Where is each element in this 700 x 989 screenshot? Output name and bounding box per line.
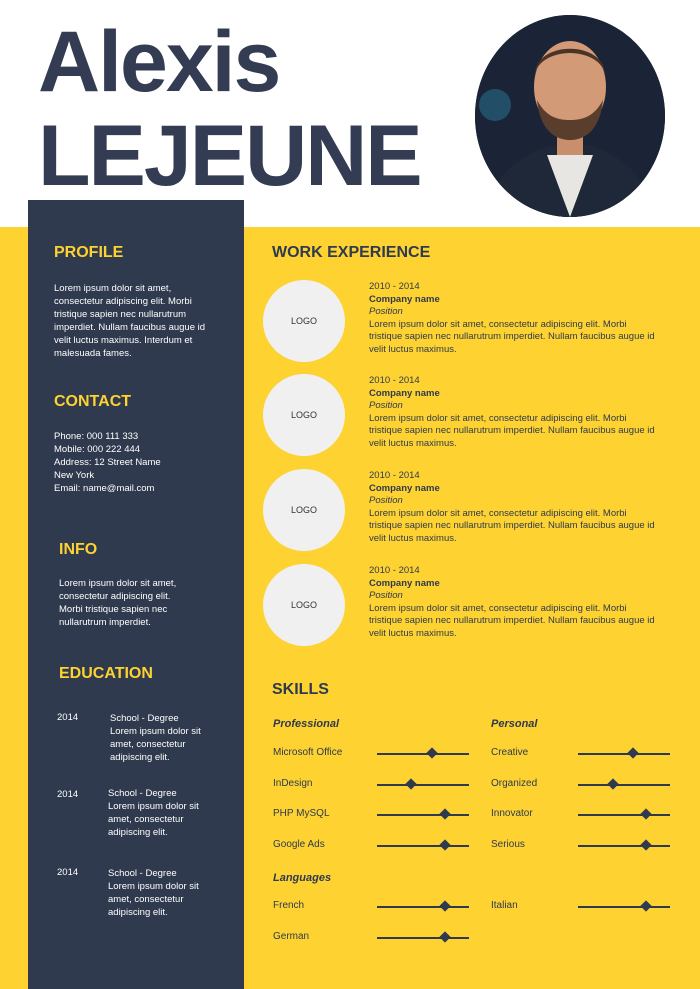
education-entry: School - Degree Lorem ipsum dolor sit amet, consectetur adipiscing elit.	[108, 868, 199, 918]
education-year: 2014	[57, 867, 79, 878]
skill-slider	[377, 937, 469, 939]
job-company: Company name	[369, 293, 440, 305]
languages-label: Languages	[273, 872, 332, 884]
skill-name: PHP MySQL	[273, 808, 330, 819]
job-position: Position	[369, 400, 403, 411]
contact-city: New York	[54, 470, 95, 481]
skill-name: Microsoft Office	[273, 747, 343, 758]
skill-slider	[377, 784, 469, 786]
education-entry: School - Degree Lorem ipsum dolor sit amet, consectetur adipiscing elit.	[108, 788, 199, 838]
job-company: Company name	[369, 577, 440, 589]
skill-slider	[578, 784, 670, 786]
job-position: Position	[369, 495, 403, 506]
skills-heading: SKILLS	[272, 681, 329, 698]
job-position: Position	[369, 306, 403, 317]
job-description: Lorem ipsum dolor sit amet, consectetur adipiscing elit. Morbi tristique sapien nec nullarutrum imperdiet. Nullam faucibus augue id velit luctus maximus.	[369, 507, 655, 544]
skill-name: Creative	[491, 747, 529, 758]
job-entry	[369, 565, 659, 640]
skill-slider	[377, 845, 469, 847]
skill-name: Organized	[491, 777, 538, 789]
skill-name: InDesign	[273, 777, 313, 789]
company-logo: LOGO	[263, 469, 345, 551]
skill-slider	[578, 845, 670, 847]
personal-label: Personal	[491, 718, 538, 730]
company-logo: LOGO	[263, 280, 345, 362]
skill-slider	[377, 814, 469, 816]
profile-photo	[475, 15, 665, 217]
education-entry: School - Degree Lorem ipsum dolor sit amet, consectetur adipiscing elit.	[110, 713, 201, 763]
first-name: Alexis	[38, 14, 280, 110]
job-period: 2010 - 2014	[369, 375, 420, 386]
contact-address: Address: 12 Street Name	[54, 457, 161, 468]
job-description: Lorem ipsum dolor sit amet, consectetur adipiscing elit. Morbi tristique sapien nec nullarutrum imperdiet. Nullam faucibus augue id velit luctus maximus.	[369, 602, 655, 639]
job-period: 2010 - 2014	[369, 281, 420, 292]
info-heading: INFO	[59, 541, 98, 558]
job-company: Company name	[369, 387, 440, 399]
job-entry	[369, 375, 659, 450]
skill-name: German	[273, 930, 310, 942]
job-period: 2010 - 2014	[369, 470, 420, 481]
skill-name: French	[273, 900, 305, 911]
skill-name: Serious	[491, 838, 525, 850]
skill-slider	[578, 906, 670, 908]
job-company: Company name	[369, 482, 440, 494]
education-year: 2014	[57, 789, 79, 800]
contact-mobile: Mobile: 000 222 444	[54, 444, 141, 455]
contact-phone: Phone: 000 111 333	[54, 431, 139, 442]
skill-slider	[377, 753, 469, 755]
job-position: Position	[369, 590, 403, 601]
skill-name: Italian	[491, 900, 518, 911]
job-entry	[369, 470, 659, 545]
education-heading: EDUCATION	[59, 665, 153, 682]
skill-name: Google Ads	[273, 838, 325, 850]
profile-heading: PROFILE	[54, 244, 124, 261]
skill-slider	[578, 753, 670, 755]
job-description: Lorem ipsum dolor sit amet, consectetur adipiscing elit. Morbi tristique sapien nec nullarutrum imperdiet. Nullam faucibus augue id velit luctus maximus.	[369, 318, 655, 355]
job-entry	[369, 281, 659, 356]
skill-name: Innovator	[491, 808, 533, 819]
profile-text: Lorem ipsum dolor sit amet, consectetur adipiscing elit. Morbi tristique sapien nec nullarutrum imperdiet. Nullam faucibus augue id velit luctus maximus. Interdum et malesuada fames.	[54, 283, 206, 359]
education-year: 2014	[57, 712, 79, 723]
work-experience-heading: WORK EXPERIENCE	[272, 244, 431, 261]
last-name: LEJEUNE	[38, 108, 421, 204]
professional-label: Professional	[273, 718, 340, 730]
company-logo: LOGO	[263, 564, 345, 646]
info-text: Lorem ipsum dolor sit amet, consectetur adipiscing elit. Morbi tristique sapien nec nullarutrum imperdiet.	[59, 578, 177, 628]
contact-email: Email: name@mail.com	[54, 483, 155, 494]
contact-heading: CONTACT	[54, 393, 132, 410]
job-description: Lorem ipsum dolor sit amet, consectetur adipiscing elit. Morbi tristique sapien nec nullarutrum imperdiet. Nullam faucibus augue id velit luctus maximus.	[369, 412, 655, 449]
skill-slider	[578, 814, 670, 816]
job-period: 2010 - 2014	[369, 565, 420, 576]
skill-slider	[377, 906, 469, 908]
company-logo: LOGO	[263, 374, 345, 456]
